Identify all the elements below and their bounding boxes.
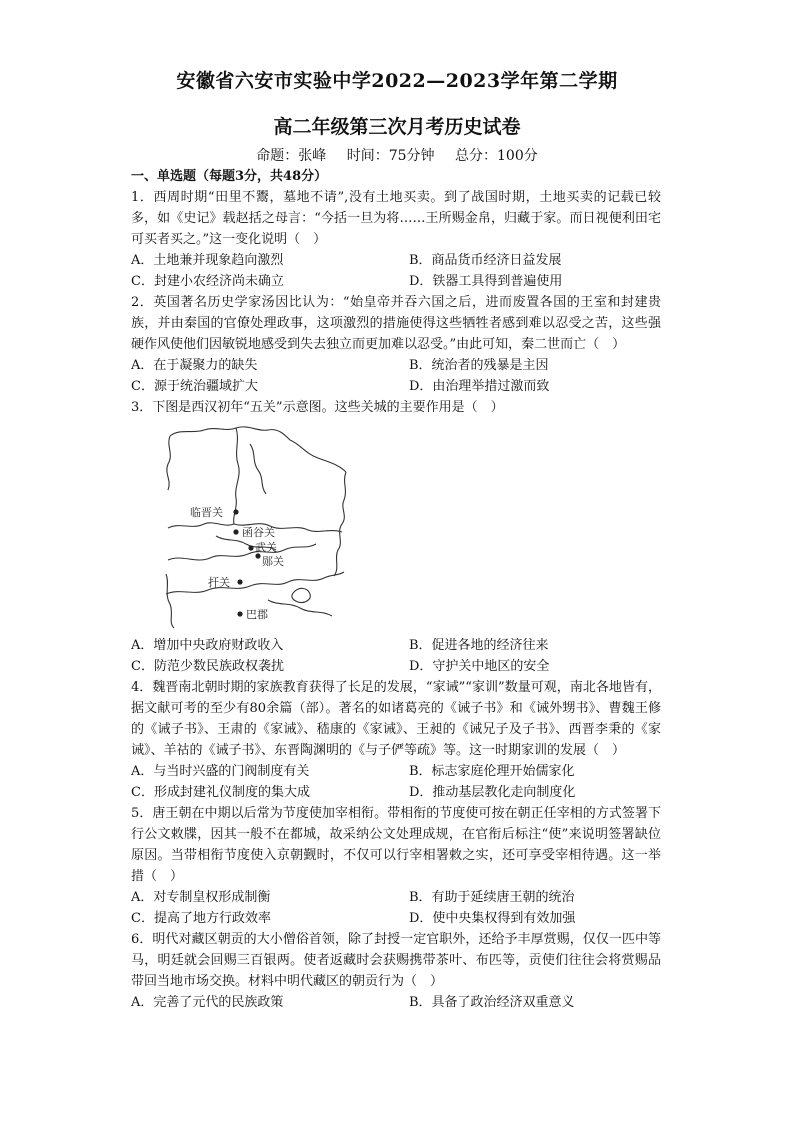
pass-marker-hanguan bbox=[237, 579, 242, 584]
question-options bbox=[131, 635, 661, 677]
question-stem: 4．魏晋南北朝时期的家族教育获得了长足的发展，“家诫”“家训”数量可观，南北各地皆有，据文献可考的至少有80余篇（部）。著名的如诸葛亮的《诫子书》和《诫外甥书》、曹魏王修的《诫子书》、王肃的《家诫》、嵇康的《家诫》、王昶的《诫兄子及子书》、西晋李秉的《家诫》、羊祜的《诫子书》、东晋陶渊明的《与子俨等疏》等。这一时期家训的发展（ ） bbox=[131, 680, 661, 758]
option-b: B．具备了政治经济双重意义 bbox=[409, 995, 575, 1010]
map-figure bbox=[156, 424, 356, 629]
exam-paper-title: 高二年级第三次月考历史试卷 bbox=[273, 116, 521, 138]
option-a: A．对专制皇权形成制衡 bbox=[131, 890, 271, 905]
label-han-pass: 扞关 bbox=[208, 576, 230, 589]
question-stem: 6．明代对藏区朝贡的大小僧俗首领，除了封授一定官职外，还给予丰厚赏赐，仅仅一匹中等马，明廷就会回赐三百银两。使者返藏时会获赐携带茶叶、布匹等，贡使们往往会将赏赐品带回当地市场交换。材料中明代藏区的朝贡行为（ ） bbox=[131, 932, 661, 989]
question-stem: 3．下图是西汉初年“五关”示意图。这些关城的主要作用是（ ） bbox=[131, 400, 504, 415]
question-options bbox=[131, 887, 661, 929]
option-a: A．与当时兴盛的门阀制度有关 bbox=[131, 764, 310, 779]
label-hangu-pass: 函谷关 bbox=[242, 526, 275, 539]
label-wu-pass: 武关 bbox=[255, 541, 277, 554]
question-options bbox=[131, 761, 661, 803]
section-heading: 一、单选题（每题3分，共48分） bbox=[131, 169, 328, 184]
question-4 bbox=[131, 677, 661, 803]
question-stem: 1．西周时期“田里不鬻，墓地不请”,没有土地买卖。到了战国时期，土地买卖的记载已较多，如《史记》载赵括之母言：“今括一旦为将……王所赐金帛，归藏于家。而日视便利田宅可买者买之。”这一变化说明（ ） bbox=[131, 190, 661, 247]
question-2 bbox=[131, 292, 661, 397]
exam-time: 时间：75分钟 bbox=[346, 148, 435, 164]
option-d: D．守护关中地区的安全 bbox=[409, 659, 550, 674]
city-marker bbox=[237, 611, 242, 616]
option-d: D．使中央集权得到有效加强 bbox=[409, 911, 576, 926]
option-a: A．完善了元代的民族政策 bbox=[131, 995, 284, 1010]
label-city: 巴郡 bbox=[246, 608, 268, 621]
option-b: B．商品货币经济日益发展 bbox=[409, 253, 562, 268]
pass-marker-linjin bbox=[233, 509, 238, 514]
label-yun-pass: 郧关 bbox=[262, 555, 284, 568]
question-1 bbox=[131, 187, 661, 292]
option-d: D．推动基层教化走向制度化 bbox=[409, 785, 576, 800]
option-b: B．统治者的残暴是主因 bbox=[409, 358, 549, 373]
option-b: B．有助于延续唐王朝的统治 bbox=[409, 890, 575, 905]
exam-author: 命题：张峰 bbox=[256, 148, 327, 164]
five-passes-map bbox=[156, 424, 356, 629]
question-options bbox=[131, 250, 661, 292]
question-options bbox=[131, 355, 661, 397]
label-linjin-pass: 临晋关 bbox=[190, 506, 223, 519]
question-stem: 2．英国著名历史学家汤因比认为：“始皇帝并吞六国之后，进而废置各国的王室和封建贵族，并由秦国的官僚处理政事，这项激烈的措施使得这些牺牲者感到难以忍受之苦，这些强硬作风使他们因敏锐地感受到失去独立而更加难以忍受。”由此可知，秦二世而亡（ ） bbox=[131, 295, 661, 352]
question-6 bbox=[131, 929, 661, 1013]
exam-score: 总分：100分 bbox=[455, 148, 538, 164]
option-a: A．在于凝聚力的缺失 bbox=[131, 358, 258, 373]
option-c: C．防范少数民族政权袭扰 bbox=[131, 659, 284, 674]
map-labels bbox=[190, 505, 284, 621]
option-b: B．促进各地的经济往来 bbox=[409, 638, 549, 653]
option-d: D．铁器工具得到普遍使用 bbox=[409, 274, 563, 289]
option-b: B．标志家庭伦理开始儒家化 bbox=[409, 764, 575, 779]
option-a: A．土地兼并现象趋向激烈 bbox=[131, 253, 284, 268]
pass-marker-wuguan bbox=[248, 545, 253, 550]
option-c: C．封建小农经济尚未确立 bbox=[131, 274, 284, 289]
question-5 bbox=[131, 803, 661, 929]
option-a: A．增加中央政府财政收入 bbox=[131, 638, 284, 653]
question-3 bbox=[131, 397, 661, 677]
question-options bbox=[131, 992, 661, 1013]
pass-marker-yunguan bbox=[255, 553, 260, 558]
exam-school-title: 安徽省六安市实验中学2022—2023学年第二学期 bbox=[176, 70, 618, 92]
option-c: C．形成封建礼仪制度的集大成 bbox=[131, 785, 310, 800]
option-d: D．由治理举措过激而致 bbox=[409, 379, 550, 394]
exam-meta bbox=[0, 145, 794, 165]
option-c: C．源于统治疆域扩大 bbox=[131, 379, 258, 394]
pass-marker-hangu bbox=[233, 529, 238, 534]
option-c: C．提高了地方行政效率 bbox=[131, 911, 271, 926]
question-stem: 5．唐王朝在中期以后常为节度使加宰相衔。带相衔的节度使可按在朝正任宰相的方式签署下行公文敕牒，因其一般不在都城，故采纳公文处理成规，在官衔后标注“使”来说明签署缺位原因。当带相衔节度使入京朝觐时，不仅可以行宰相署敕之实，还可享受宰相待遇。这一举措（ ） bbox=[131, 806, 661, 884]
exam-content bbox=[131, 166, 661, 1013]
